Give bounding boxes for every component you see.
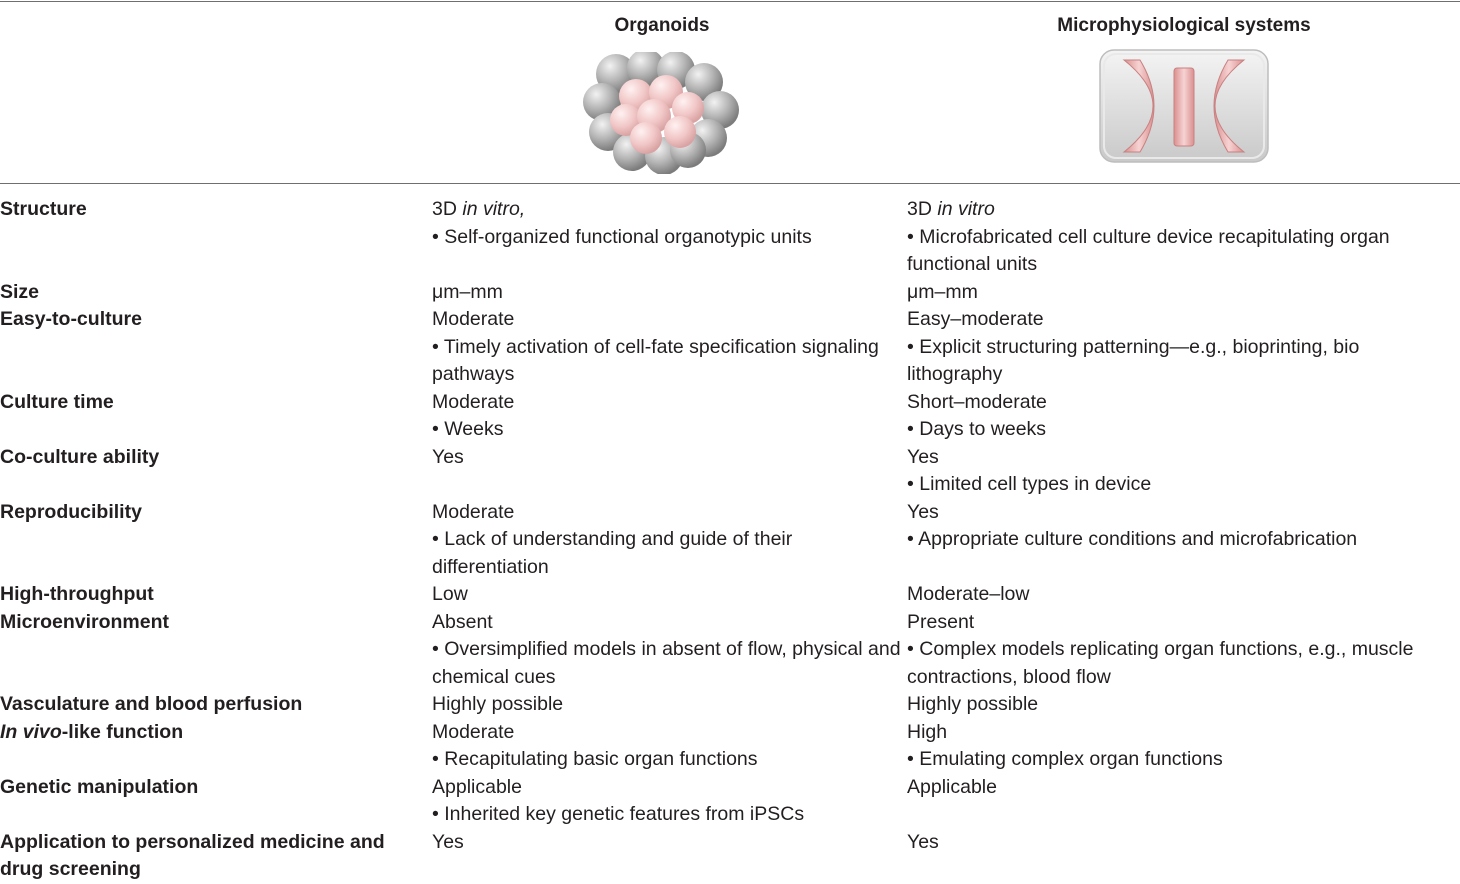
table-row [0,829,1460,884]
cell-line: Yes [907,830,939,853]
cell-line: • Limited cell types in device [907,473,1152,495]
comparison-table-body [0,196,1460,884]
center-channel-bar [1174,68,1194,146]
cell-line: • Days to weeks [907,418,1047,440]
cell-line: μm–mm [432,280,503,303]
cell-line: Low [432,583,468,605]
organoids-cell [432,279,907,307]
italic-in-vivo: In vivo [0,720,62,743]
cell-line: Applicable [907,775,997,798]
cell-line: 3D in vitro [907,198,995,220]
table-row [0,581,1460,609]
column-header-organoids: Organoids [614,15,710,36]
row-label: Microenvironment [0,610,170,633]
row-label: Reproducibility [0,500,142,523]
row-label: Culture time [0,390,114,413]
row-label: Vasculature and blood perfusion [0,693,303,715]
row-label: Co-culture ability [0,445,160,468]
cell-line: Highly possible [907,693,1039,715]
organoids-cell [432,719,907,774]
table-row [0,389,1460,444]
cell-line: Yes [907,500,939,523]
cell-line: Yes [907,445,939,468]
cell-line: • Lack of understanding and guide of their differentiation [432,528,793,578]
table-header-rule [0,183,1460,184]
cell-line: Applicable [432,775,522,798]
mps-cell [907,279,1460,307]
cell-line: • Recapitulating basic organ functions [432,748,758,770]
cell-line: High [907,720,948,743]
cell-line: • Self-organized functional organotypic units [432,225,812,248]
organoids-cell [432,609,907,692]
cell-line: • Emulating complex organ functions [907,748,1223,770]
organoids-cell [432,829,907,857]
table-top-rule [0,1,1460,2]
table-row [0,609,1460,692]
cell-line: • Microfabricated cell culture device recapitulating organ functional units [907,225,1390,275]
italic-in-vitro: in vitro [937,198,995,220]
cell-line: • Complex models replicating organ functions, e.g., muscle contractions, blood flow [907,638,1414,688]
organoids-cell [432,691,907,719]
organoids-cell [432,306,907,389]
cell-line: Easy–moderate [907,308,1044,330]
cell-line: • Inherited key genetic features from iPSCs [432,803,805,825]
column-header-microphysiological-systems: Microphysiological systems [1057,15,1311,36]
cell-line: Yes [432,445,464,468]
mps-cell [907,389,1460,444]
mps-cell [907,306,1460,389]
row-label: Size [0,280,40,303]
cell-line: Highly possible [432,693,564,715]
cell-line: μm–mm [907,280,978,303]
microphysiological-device-illustration [1096,46,1272,166]
row-label: Genetic manipulation [0,775,199,798]
organoids-cell [432,581,907,609]
table-row [0,279,1460,307]
cell-line: Moderate–low [907,583,1030,605]
table-row [0,499,1460,582]
row-label: High-throughput [0,583,154,605]
organoids-cell [432,196,907,251]
organoids-cell [432,774,907,829]
mps-cell [907,581,1460,609]
row-label: Easy-to-culture [0,308,142,330]
mps-cell [907,444,1460,499]
table-row [0,691,1460,719]
italic-in-vitro: in vitro, [462,198,526,220]
table-row [0,306,1460,389]
organoids-cell [432,389,907,444]
cell-line: • Explicit structuring patterning—e.g., bioprinting, bio lithography [907,335,1360,385]
table-row [0,444,1460,499]
mps-cell [907,691,1460,719]
cell-line: Moderate [432,390,515,413]
mps-cell [907,609,1460,692]
table-row [0,196,1460,279]
cell-line: Absent [432,610,493,633]
cell-line: • Appropriate culture conditions and microfabrication [907,528,1358,550]
row-label: Structure [0,198,87,220]
row-label: Application to personalized medicine and drug screening [0,830,385,880]
cell-line: Moderate [432,720,515,743]
cell-line: Present [907,610,975,633]
cell-line: • Oversimplified models in absent of flow, physical and chemical cues [432,638,901,688]
cell-line: Moderate [432,308,515,330]
organoids-cell [432,444,907,472]
organoids-cell [432,499,907,582]
mps-cell [907,774,1460,802]
cell-line: • Timely activation of cell-fate specification signaling pathways [432,335,879,385]
mps-cell [907,499,1460,554]
mps-cell [907,719,1460,774]
table-row [0,719,1460,774]
table-row [0,774,1460,829]
cell-line: 3D in vitro, [432,198,526,220]
mps-cell [907,829,1460,857]
cell-line: Moderate [432,500,515,523]
organoid-cluster-illustration [580,52,742,174]
row-label: In vivo-like function [0,720,184,743]
cell-line: Short–moderate [907,390,1047,413]
mps-cell [907,196,1460,279]
cell-line: • Weeks [432,418,504,440]
cell-line: Yes [432,830,464,853]
